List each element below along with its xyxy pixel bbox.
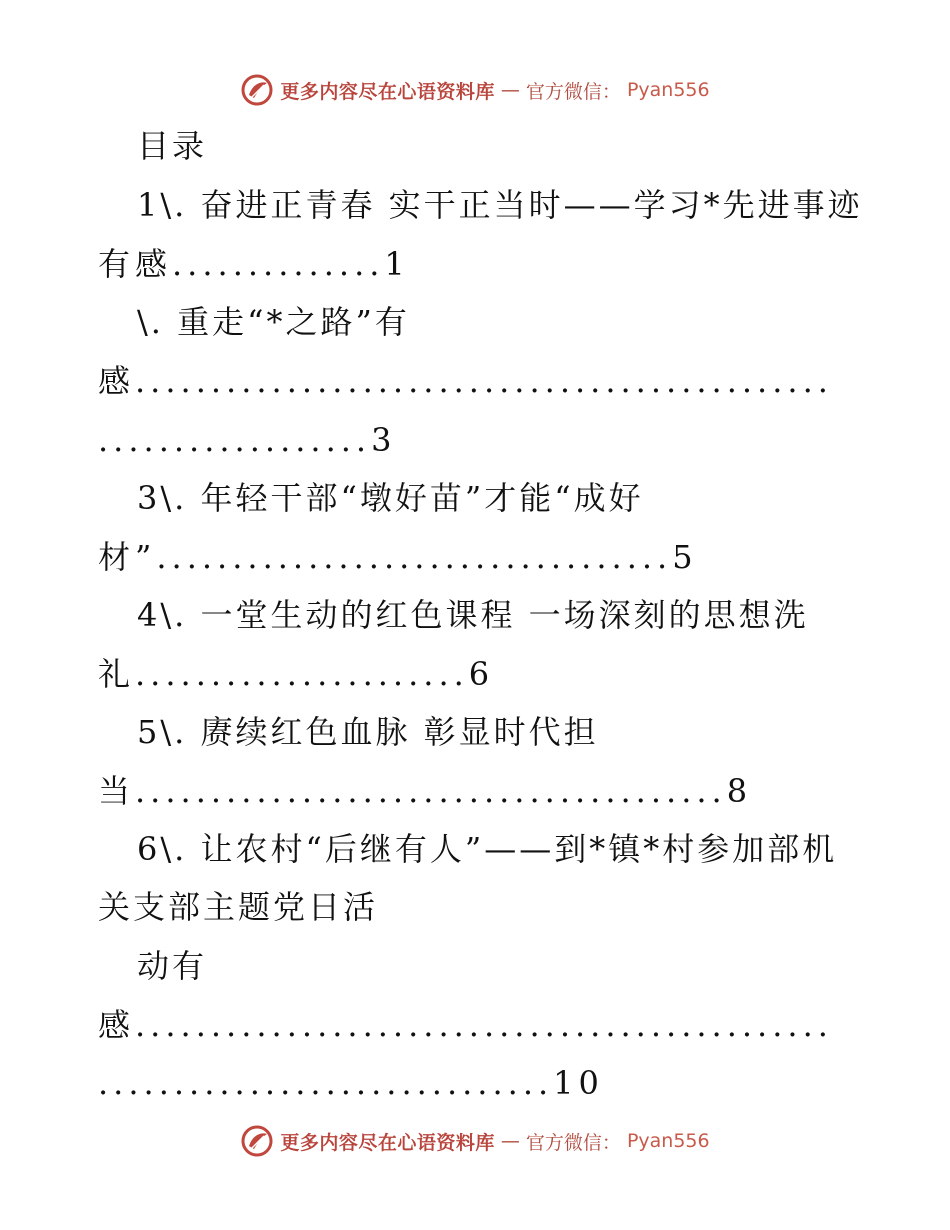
watermark-wechat-id: Pyan556 [626,79,710,101]
toc-line: 5\. 赓续红色血脉 彰显时代担 [137,713,599,751]
watermark-separator: — [500,79,520,101]
toc-line: ..................3 [98,421,397,459]
toc-line: ..............................10 [98,1064,604,1102]
toc-line: 感.............................................. [98,1006,833,1044]
toc-line: 4\. 一堂生动的红色课程 一场深刻的思想洗 [137,596,809,634]
toc-line: 动有 [137,947,208,985]
toc-line: \. 重走“*之路”有 [137,303,410,341]
watermark-footer [0,1121,950,1161]
toc-line: 3\. 年轻干部“墩好苗”才能“成好 [137,479,644,517]
brand-logo-icon [240,73,274,107]
toc-title: 目录 [137,127,208,165]
toc-line: 关支部主题党日活 [98,888,379,926]
toc-line: 1\. 奋进正青春 实干正当时——学习*先进事迹 [137,186,863,224]
watermark-separator: — [500,1130,520,1152]
watermark-text: 更多内容尽在心语资料库 [280,80,495,103]
watermark-wechat-id: Pyan556 [626,1130,710,1152]
toc-line: 当.......................................8 [98,772,753,810]
brand-logo-icon [240,1124,274,1158]
watermark-header [0,70,950,110]
toc-line: 6\. 让农村“后继有人”——到*镇*村参加部机 [137,830,838,868]
watermark-text: 更多内容尽在心语资料库 [280,1131,495,1154]
toc-line: 礼......................6 [98,655,495,693]
toc-line: 有感..............1 [98,245,410,283]
watermark-wechat-label: 官方微信： [525,1131,621,1154]
toc-line: 材”..................................5 [98,538,698,576]
toc-line: 感.............................................. [98,362,833,400]
watermark-wechat-label: 官方微信： [525,80,621,103]
